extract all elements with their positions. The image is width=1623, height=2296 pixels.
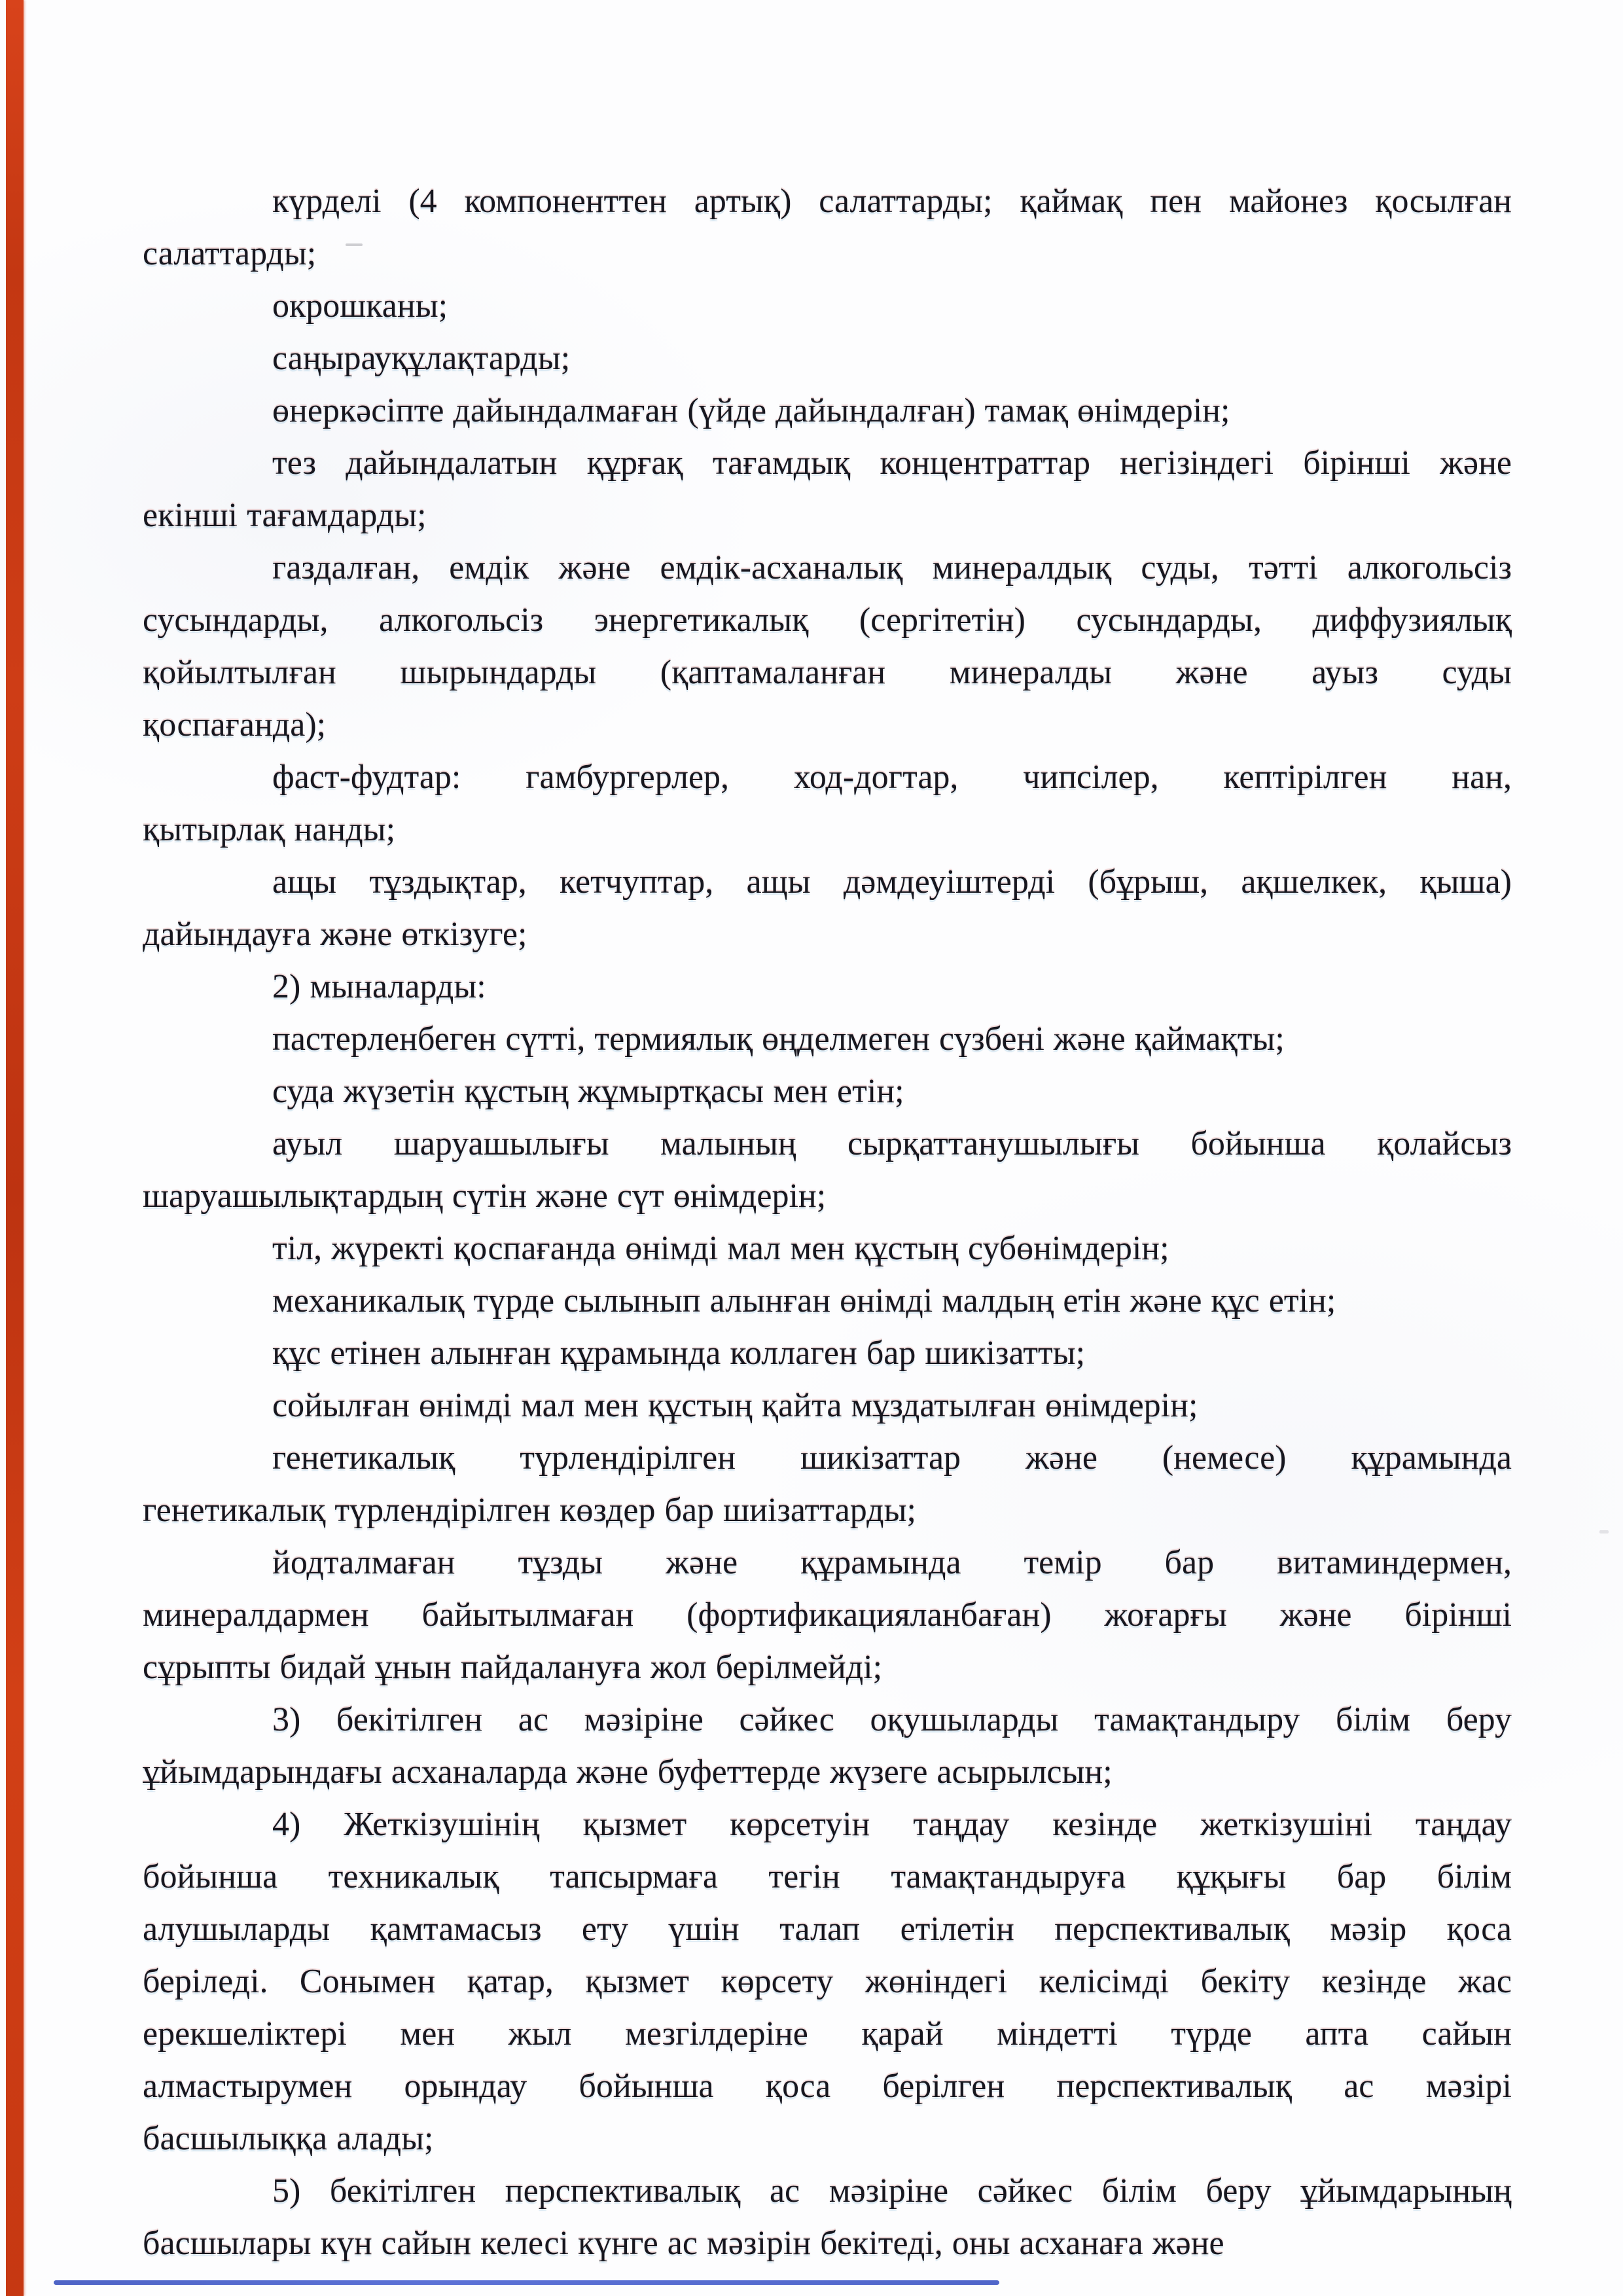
text-line: минералдармен байытылмаған (фортификацияланбаған) жоғарғы және бірінші bbox=[143, 1596, 1512, 1634]
text-line: алушыларды қамтамасыз ету үшін талап етілетін перспективалық мәзір қоса bbox=[143, 1910, 1512, 1948]
paragraph bbox=[143, 175, 1512, 280]
text-line: қоспағанда); bbox=[143, 706, 327, 744]
paragraph bbox=[143, 280, 1512, 332]
paragraph bbox=[143, 2165, 1512, 2270]
text-line: суда жүзетін құстың жұмыртқасы мен етін; bbox=[272, 1073, 904, 1110]
text-line: бойынша техникалық тапсырмаға тегін тамақтандыруға құқығы бар білім bbox=[143, 1858, 1512, 1895]
text-line: механикалық түрде сылынып алынған өнімді малдың етін және құс етін; bbox=[272, 1282, 1336, 1319]
text-line: генетикалық түрлендірілген шикізаттар және (немесе) құрамында bbox=[272, 1439, 1512, 1477]
text-line: генетикалық түрлендірілген көздер бар шиізаттарды; bbox=[143, 1492, 916, 1529]
text-line: окрошканы; bbox=[272, 287, 448, 325]
text-line: йодталмаған тұзды және құрамында темір бар витаминдермен, bbox=[272, 1544, 1512, 1581]
text-line: 4) Жеткізушінің қызмет көрсетуін таңдау кезінде жеткізушіні таңдау bbox=[272, 1806, 1512, 1843]
bottom-pen-line bbox=[54, 2280, 999, 2285]
paragraph bbox=[143, 1694, 1512, 1799]
text-line: тез дайындалатын құрғақ тағамдық концентраттар негізіндегі бірінші және bbox=[272, 444, 1512, 482]
text-line: сусындарды, алкогольсіз энергетикалық (сергітетін) сусындарды, диффузиялық bbox=[143, 601, 1512, 639]
text-line: 3) бекітілген ас мәзіріне сәйкес оқушыларды тамақтандыру білім беру bbox=[272, 1701, 1512, 1738]
text-line: алмастырумен орындау бойынша қоса берілген перспективалық ас мәзірі bbox=[143, 2068, 1512, 2105]
text-line: сойылған өнімді мал мен құстың қайта мұздатылған өнімдерін; bbox=[272, 1387, 1198, 1424]
text-line: шаруашылықтардың сүтін және сүт өнімдерін; bbox=[143, 1177, 827, 1215]
paragraph bbox=[143, 1537, 1512, 1694]
document-body bbox=[143, 175, 1512, 2270]
paragraph bbox=[143, 385, 1512, 437]
paragraph bbox=[143, 542, 1512, 751]
paragraph bbox=[143, 1380, 1512, 1432]
paragraph bbox=[143, 961, 1512, 1013]
text-line: беріледі. Сонымен қатар, қызмет көрсету жөніндегі келісімді бекіту кезінде жас bbox=[143, 1963, 1512, 2000]
paragraph bbox=[143, 1432, 1512, 1537]
left-edge-binding-stripe bbox=[6, 0, 24, 2296]
text-line: екінші тағамдарды; bbox=[143, 497, 427, 534]
paragraph bbox=[143, 1223, 1512, 1275]
text-line: күрделі (4 компоненттен артық) салаттарды; қаймақ пен майонез қосылған bbox=[272, 183, 1512, 220]
text-line: ерекшеліктері мен жыл мезгілдеріне қарай міндетті түрде апта сайын bbox=[143, 2015, 1512, 2053]
text-line: газдалған, емдік және емдік-асханалық минералдық суды, тәтті алкогольсіз bbox=[272, 549, 1512, 586]
text-line: ащы тұздықтар, кетчуптар, ащы дәмдеуіштерді (бұрыш, ақшелкек, қыша) bbox=[272, 863, 1512, 901]
paragraph bbox=[143, 751, 1512, 856]
text-line: дайындауға және өткізуге; bbox=[143, 916, 527, 953]
text-line: басшылыққа алады; bbox=[143, 2120, 434, 2157]
text-line: фаст-фудтар: гамбургерлер, ход-догтар, чипсілер, кептірілген нан, bbox=[272, 759, 1512, 796]
text-line: ұйымдарындағы асханаларда және буфеттерде жүзеге асырылсын; bbox=[143, 1753, 1113, 1791]
text-line: қытырлақ нанды; bbox=[143, 811, 396, 848]
paragraph bbox=[143, 1275, 1512, 1327]
paragraph bbox=[143, 1327, 1512, 1380]
text-line: құс етінен алынған құрамында коллаген бар шикізатты; bbox=[272, 1335, 1086, 1372]
paragraph bbox=[143, 1013, 1512, 1066]
paragraph bbox=[143, 1118, 1512, 1223]
text-line: саңырауқұлақтарды; bbox=[272, 340, 571, 377]
scan-speck bbox=[1599, 1530, 1609, 1534]
text-line: өнеркәсіпте дайындалмаған (үйде дайындалған) тамақ өнімдерін; bbox=[272, 392, 1230, 429]
text-line: салаттарды; bbox=[143, 235, 317, 272]
paragraph bbox=[143, 1066, 1512, 1118]
text-line: ауыл шаруашылығы малының сырқаттанушылығы бойынша қолайсыз bbox=[272, 1125, 1512, 1162]
text-line: басшылары күн сайын келесі күнге ас мәзірін бекітеді, оны асханаға және bbox=[143, 2225, 1224, 2262]
text-line: 5) бекітілген перспективалық ас мәзіріне сәйкес білім беру ұйымдарының bbox=[272, 2172, 1512, 2210]
paragraph bbox=[143, 856, 1512, 961]
paragraph bbox=[143, 437, 1512, 542]
paragraph bbox=[143, 1799, 1512, 2165]
text-line: пастерленбеген сүтті, термиялық өңделмеген сүзбені және қаймақты; bbox=[272, 1020, 1285, 1058]
paragraph bbox=[143, 332, 1512, 385]
text-line: қойылтылған шырындарды (қаптамаланған минералды және ауыз суды bbox=[143, 654, 1512, 691]
text-line: сұрыпты бидай ұнын пайдалануға жол берілмейді; bbox=[143, 1649, 883, 1686]
text-line: тіл, жүректі қоспағанда өнімді мал мен құстың субөнімдерін; bbox=[272, 1230, 1169, 1267]
text-line: 2) мыналарды: bbox=[272, 968, 486, 1005]
